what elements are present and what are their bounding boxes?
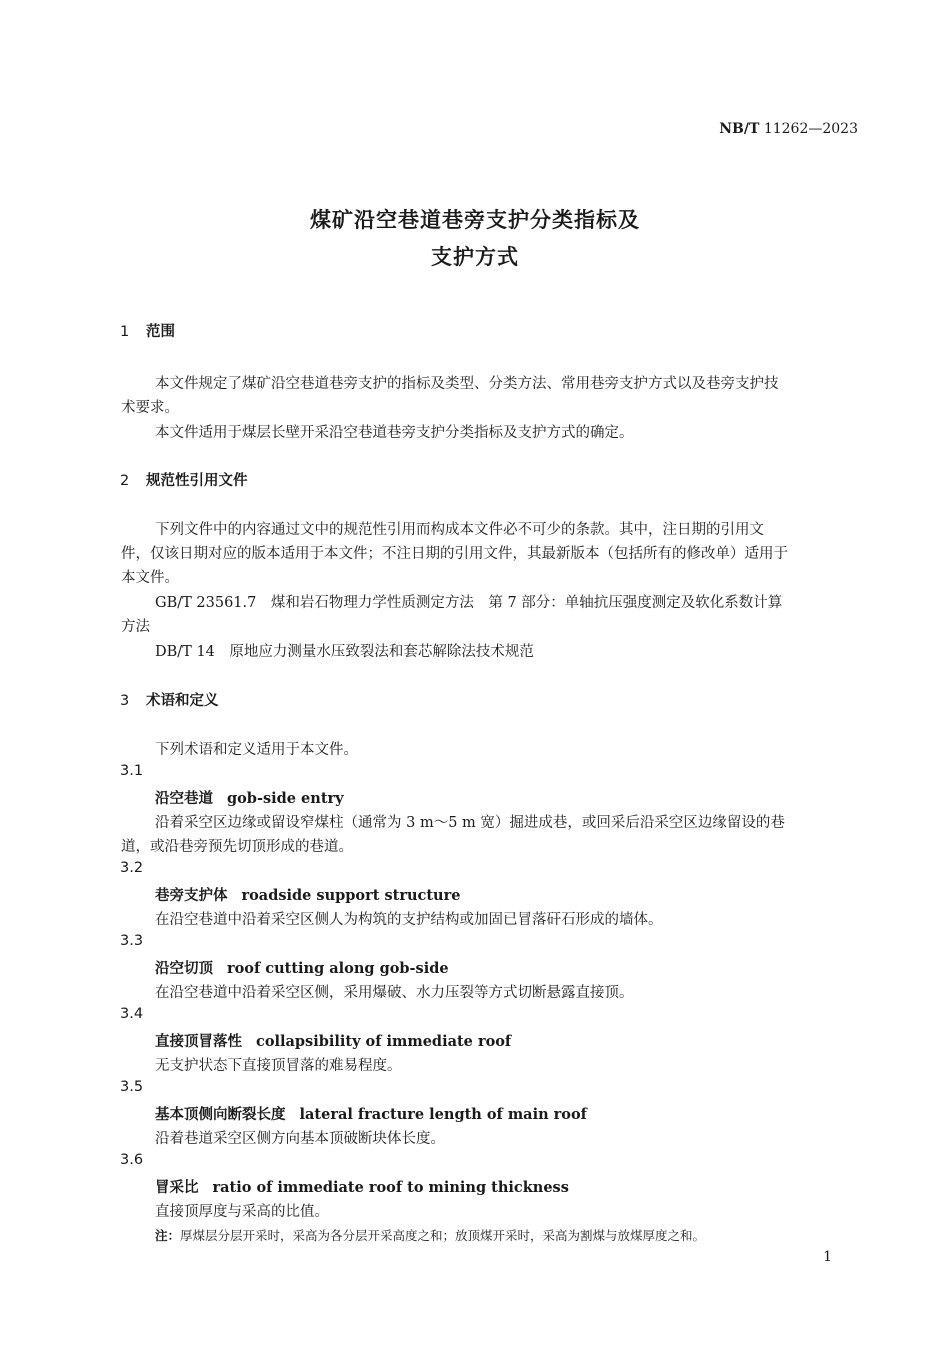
term-3-6-number: 3.6 — [120, 1152, 144, 1168]
term-3-1-english: gob-side entry — [227, 790, 344, 807]
term-3-3-heading — [155, 957, 449, 978]
section-3-intro: 下列术语和定义适用于本文件。 — [155, 742, 358, 758]
term-3-6-chinese: 冒采比 — [155, 1180, 199, 1196]
term-3-1-chinese: 沿空巷道 — [155, 791, 213, 807]
term-3-5-english: lateral fracture length of main roof — [299, 1106, 587, 1123]
term-3-2-chinese: 巷旁支护体 — [155, 888, 228, 904]
document-title-line2: 支护方式 — [431, 245, 519, 269]
page-number: 1 — [823, 1249, 832, 1265]
section-1-paragraph-1-line-2: 术要求。 — [121, 400, 179, 416]
term-3-6-english: ratio of immediate roof to mining thickness — [212, 1179, 569, 1196]
section-2-number: 2 — [120, 473, 130, 489]
section-2-paragraph-line-3: 本文件。 — [121, 570, 179, 586]
term-3-6-heading — [155, 1176, 569, 1197]
term-3-1-definition-line-2: 道，或沿巷旁预先切顶形成的巷道。 — [121, 839, 353, 855]
section-1-title: 范围 — [146, 324, 175, 340]
term-3-5-heading — [155, 1103, 587, 1124]
section-1-paragraph-2: 本文件适用于煤层长壁开采沿空巷道巷旁支护分类指标及支护方式的确定。 — [155, 425, 634, 441]
term-3-6-definition: 直接顶厚度与采高的比值。 — [155, 1204, 329, 1220]
term-3-4-definition: 无支护状态下直接顶冒落的难易程度。 — [155, 1058, 402, 1074]
term-3-5-chinese: 基本顶侧向断裂长度 — [155, 1107, 286, 1123]
term-3-5-definition: 沿着巷道采空区侧方向基本顶破断块体长度。 — [155, 1131, 445, 1147]
term-3-4-heading — [155, 1030, 511, 1051]
term-3-1-heading — [155, 787, 344, 808]
standard-code-number: 11262—2023 — [763, 121, 858, 137]
term-3-2-heading — [155, 884, 460, 905]
term-3-4-english: collapsibility of immediate roof — [256, 1033, 512, 1050]
normative-reference-1-line-1: GB/T 23561.7 煤和岩石物理力学性质测定方法 第 7 部分：单轴抗压强度测定及软化系数计算 — [155, 595, 783, 611]
term-3-2-definition: 在沿空巷道中沿着采空区侧人为构筑的支护结构或加固已冒落矸石形成的墙体。 — [155, 912, 663, 928]
term-3-1-number: 3.1 — [120, 763, 144, 779]
section-2-title: 规范性引用文件 — [146, 473, 248, 489]
section-1-heading — [120, 320, 175, 341]
term-3-3-definition: 在沿空巷道中沿着采空区侧，采用爆破、水力压裂等方式切断悬露直接顶。 — [155, 985, 634, 1001]
term-3-3-chinese: 沿空切顶 — [155, 961, 213, 977]
term-3-2-english: roadside support structure — [241, 887, 461, 904]
normative-reference-1-line-2: 方法 — [121, 619, 150, 635]
section-3-number: 3 — [120, 693, 130, 709]
standard-code — [719, 121, 858, 137]
section-2-paragraph-line-2: 件，仅该日期对应的版本适用于本文件；不注日期的引用文件，其最新版本（包括所有的修改单）适用于 — [121, 546, 788, 562]
section-3-title: 术语和定义 — [146, 693, 219, 709]
term-3-6-note — [155, 1226, 705, 1244]
term-3-4-number: 3.4 — [120, 1006, 144, 1022]
section-2-paragraph-line-1: 下列文件中的内容通过文中的规范性引用而构成本文件必不可少的条款。其中，注日期的引用文 — [155, 522, 764, 538]
term-3-5-number: 3.5 — [120, 1079, 144, 1095]
note-label: 注： — [155, 1228, 181, 1243]
section-2-heading — [120, 469, 248, 490]
term-3-3-english: roof cutting along gob-side — [227, 960, 449, 977]
normative-reference-2: DB/T 14 原地应力测量水压致裂法和套芯解除法技术规范 — [155, 644, 534, 660]
term-3-1-definition-line-1: 沿着采空区边缘或留设窄煤柱（通常为 3 m～5 m 宽）掘进成巷，或回采后沿采空区边缘留设的巷 — [155, 815, 785, 831]
standard-code-prefix: NB/T — [719, 121, 760, 137]
note-text: 厚煤层分层开采时，采高为各分层开采高度之和；放顶煤开采时，采高为割煤与放煤厚度之和。 — [180, 1228, 706, 1243]
section-1-number: 1 — [120, 324, 130, 340]
section-3-heading — [120, 689, 219, 710]
term-3-2-number: 3.2 — [120, 860, 144, 876]
term-3-3-number: 3.3 — [120, 933, 144, 949]
document-title-line1: 煤矿沿空巷道巷旁支护分类指标及 — [310, 208, 640, 232]
term-3-4-chinese: 直接顶冒落性 — [155, 1034, 242, 1050]
section-1-paragraph-1-line-1: 本文件规定了煤矿沿空巷道巷旁支护的指标及类型、分类方法、常用巷旁支护方式以及巷旁支护技 — [155, 376, 779, 392]
